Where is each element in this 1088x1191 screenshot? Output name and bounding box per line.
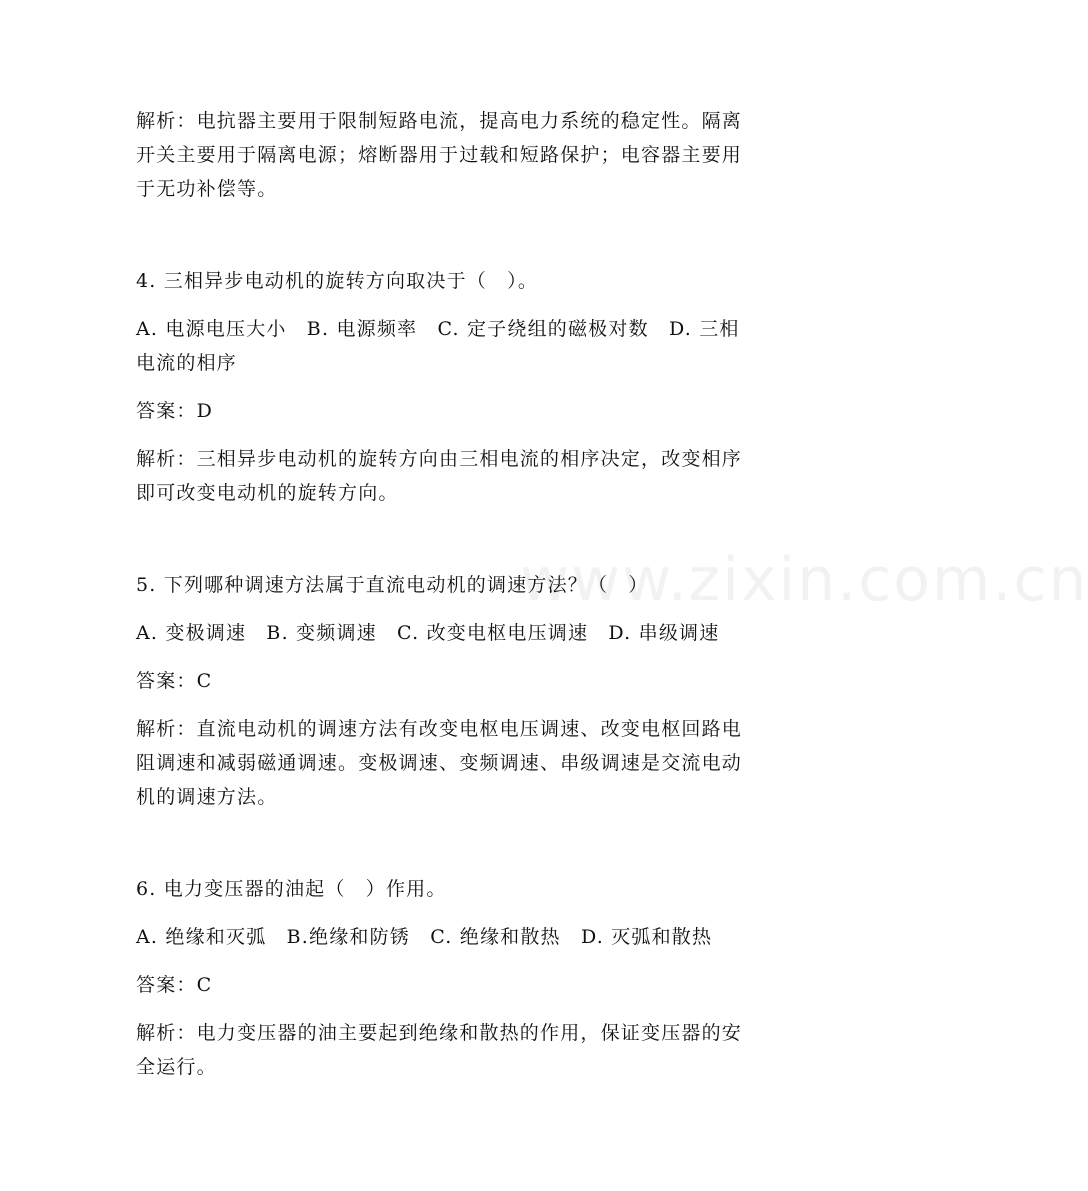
analysis-line: 解析：电抗器主要用于限制短路电流，提高电力系统的稳定性。隔离 — [136, 110, 743, 132]
question-text: 5. 下列哪种调速方法属于直流电动机的调速方法？（ ） — [136, 574, 649, 596]
question-text: 6. 电力变压器的油起（ ）作用。 — [136, 878, 447, 900]
analysis-line: 全运行。 — [136, 1056, 217, 1078]
analysis-line: 阻调速和减弱磁通调速。变极调速、变频调速、串级调速是交流电动 — [136, 752, 743, 774]
watermark-text: www.zixin.com.cn — [520, 545, 1088, 615]
analysis-line: 解析：直流电动机的调速方法有改变电枢电压调速、改变电枢回路电 — [136, 718, 743, 740]
analysis-line: 解析：三相异步电动机的旋转方向由三相电流的相序决定，改变相序 — [136, 448, 743, 470]
analysis-line: 开关主要用于隔离电源；熔断器用于过载和短路保护；电容器主要用 — [136, 144, 743, 166]
analysis-line: 即可改变电动机的旋转方向。 — [136, 482, 399, 504]
question-5 — [136, 568, 776, 814]
analysis-line: 机的调速方法。 — [136, 786, 278, 808]
answer-text: 答案：D — [136, 400, 214, 422]
options-line: A. 变极调速 B. 变频调速 C. 改变电枢电压调速 D. 串级调速 — [136, 622, 720, 644]
question-4 — [136, 264, 776, 510]
analysis-line: 于无功补偿等。 — [136, 178, 278, 200]
answer-text: 答案：C — [136, 670, 213, 692]
analysis-line: 解析：电力变压器的油主要起到绝缘和散热的作用，保证变压器的安 — [136, 1022, 743, 1044]
options-line: 电流的相序 — [136, 352, 238, 374]
question-6 — [136, 872, 776, 1084]
answer-text: 答案：C — [136, 974, 213, 996]
options-line: A. 绝缘和灭弧 B.绝缘和防锈 C. 绝缘和散热 D. 灭弧和散热 — [136, 926, 713, 948]
analysis-q3 — [136, 104, 776, 206]
question-text: 4. 三相异步电动机的旋转方向取决于（ ）。 — [136, 270, 539, 292]
options-line: A. 电源电压大小 B. 电源频率 C. 定子绕组的磁极对数 D. 三相 — [136, 318, 740, 340]
document-content — [136, 104, 776, 1084]
